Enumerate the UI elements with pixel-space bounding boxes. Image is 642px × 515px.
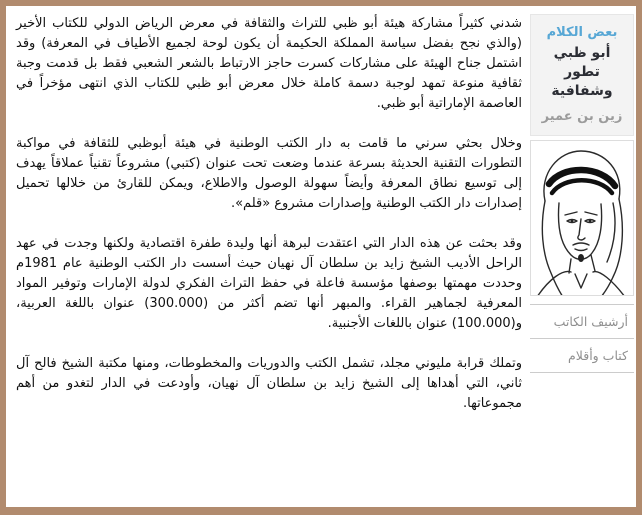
page-content [6,6,636,507]
article-body [6,6,530,507]
article-paragraph: شدني كثيراً مشاركة هيئة أبو ظبي للتراث والثقافة في معرض الرياض الدولي للكتاب الأخير (والذي نجح بفضل سياسة المملكة الحكيمة أن يكون لوحة لجميع الأطياف في المعرفة) وقد اشتمل جناح الهيئة على مشاركات كسرت حاجز الارتباط بالشعر الشعبي فقط بل قدمت وجبة ثقافية منوعة تمهد لوجبة دسمة كاملة خلال معرض أبو ظبي للكتاب الذي انتهى مؤخراً في العاصمة الإماراتية أبو ظبي. [16,16,522,111]
writers-and-pens-link[interactable]: كتاب وأقلام [530,339,634,373]
column-header [530,14,634,136]
author-portrait-sketch [530,140,634,296]
portrait-drawing-icon [530,141,633,296]
article-paragraph: وخلال بحثي سرني ما قامت به دار الكتب الوطنية في هيئة أبوظبي للثقافة في مواكبة التطورات التقنية الحديثة بسرعة عندما وضعت تحت عنوان (كتبي) مشروعاً تقنياً عملاقاً يهدف إلى توسيع نطاق المعرفة وأيضاً سهولة الوصول والاطلاع، ويمكن للقارئ من خلالها تحميل إصدارات دار الكتب الوطنية وإصدارات مشروع «قلم». [16,136,522,211]
article-title: أبو ظبي تطور وشفافية [551,45,613,99]
author-archive-link[interactable]: أرشيف الكاتب [530,305,634,339]
sidebar-links [530,304,634,373]
article-paragraph: وقد بحثت عن هذه الدار التي اعتقدت لبرهة أنها وليدة طفرة اقتصادية ولكنها وجدت في عهد الراحل الأديب الشيخ زايد بن سلطان آل نهيان حيث أسست دار الكتب الوطنية عام 1981م وحددت مهمتها بوصفها مؤسسة فاعلة في حفظ التراث الفكري لدولة الإمارات وتوفير المواد المعرفية لجماهير القراء. والمبهر أنها تضم أكثر من (300.000) عنوان باللغة العربية، و(100.000) عنوان باللغات الأجنبية. [16,236,522,331]
column-section-link[interactable]: بعض الكلام [546,25,618,40]
article-paragraph: وتملك قرابة مليوني مجلد، تشمل الكتب والدوريات والمخطوطات، ومنها مكتبة الشيخ فالح آل ثاني، التي أهداها إلى الشيخ زايد بن سلطان آل نهيان، وأودعت في الدار لتغدو من أهم مجموعاتها. [16,356,522,411]
author-byline: زين بن عمير [541,109,623,124]
sidebar [530,6,636,507]
